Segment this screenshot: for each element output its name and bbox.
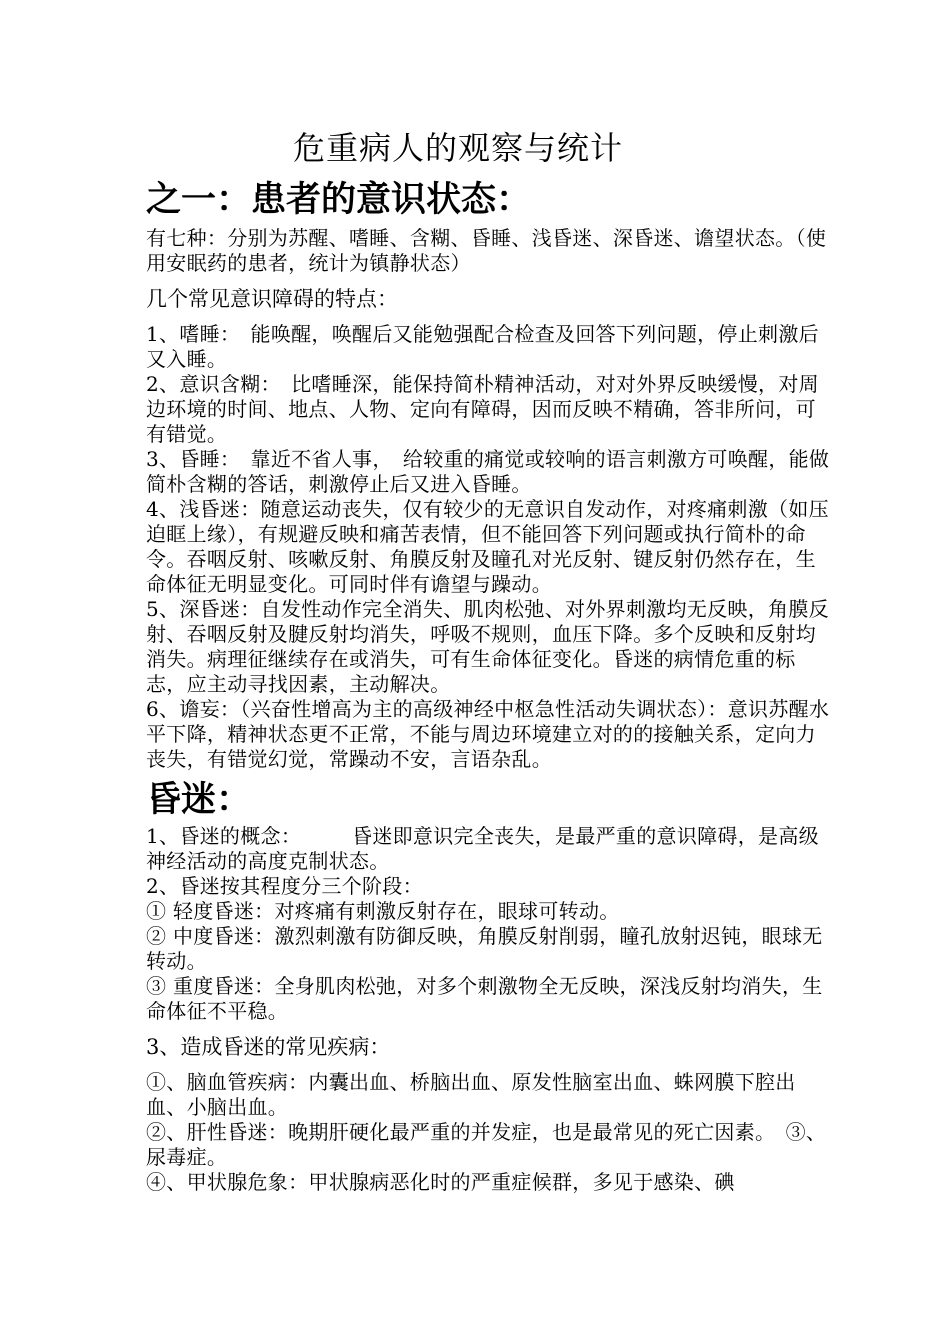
list-item: 5、深昏迷：自发性动作完全消失、肌肉松弛、对外界刺激均无反映，角膜反射、吞咽反射及腱反射均消失，呼吸不规则，血压下降。多个反映和反射均消失。病理征继续存在或消失，可有生命体征变化。昏迷的病情危重的标志，应主动寻找因素，主动解决。 bbox=[146, 597, 829, 696]
section-heading-consciousness: 之一：患者的意识状态： bbox=[146, 179, 532, 220]
subheading-common-causes: 3、造成昏迷的常见疾病： bbox=[146, 1035, 391, 1059]
list-item: 1、昏迷的概念： 昏迷即意识完全丧失，是最严重的意识障碍，是高级神经活动的高度克制状态。 bbox=[146, 824, 819, 873]
list-item: 4、浅昏迷：随意运动丧失，仅有较少的无意识自发动作，对疼痛刺激（如压迫眶上缘），有规避反映和痛苦表情，但不能回答下列问题或执行简朴的命令。吞咽反射、咳嗽反射、角膜反射及瞳孔对光反射、键反射仍然存在，生命体征无明显变化。可同时伴有谵望与躁动。 bbox=[146, 497, 829, 596]
list-item: 6、谵妄：（兴奋性增高为主的高级神经中枢急性活动失调状态）：意识苏醒水平下降，精神状态更不正常，不能与周边环境建立对的的接触关系，定向力丧失，有错觉幻觉，常躁动不安，言语杂乱。 bbox=[146, 697, 830, 771]
list-item: ②、肝性昏迷：晚期肝硬化最严重的并发症，也是最常见的死亡因素。 ③、尿毒症。 bbox=[146, 1120, 827, 1169]
list-item: ① 轻度昏迷：对疼痛有刺激反射存在，眼球可转动。 bbox=[146, 899, 620, 923]
list-item: ④、甲状腺危象：甲状腺病恶化时的严重症候群，多见于感染、碘 bbox=[146, 1170, 735, 1194]
list-item: ③ 重度昏迷：全身肌肉松弛，对多个刺激物全无反映，深浅反射均消失，生命体征不平稳。 bbox=[146, 974, 823, 1023]
document-body bbox=[146, 176, 836, 1195]
list-item: ② 中度昏迷：激烈刺激有防御反映，角膜反射削弱，瞳孔放射迟钝，眼球无转动。 bbox=[146, 924, 823, 973]
section-heading-coma: 昏迷： bbox=[146, 779, 252, 820]
subheading-disorder-features: 几个常见意识障碍的特点： bbox=[146, 287, 398, 311]
section-intro: 有七种：分别为苏醒、嗜睡、含糊、昏睡、浅昏迷、深昏迷、谵望状态。（使用安眠药的患者，统计为镇静状态） bbox=[146, 226, 827, 275]
list-item: 3、昏睡： 靠近不省人事， 给较重的痛觉或较响的语言刺激方可唤醒，能做简朴含糊的答话，刺激停止后又进入昏睡。 bbox=[146, 447, 830, 496]
list-item: 2、昏迷按其程度分三个阶段： bbox=[146, 874, 423, 898]
document-title: 危重病人的观察与统计 bbox=[292, 129, 623, 167]
list-item: ①、脑血管疾病：内囊出血、桥脑出血、原发性脑室出血、蛛网膜下腔出血、小脑出血。 bbox=[146, 1070, 796, 1119]
list-item: 1、嗜睡： 能唤醒，唤醒后又能勉强配合检查及回答下列问题，停止刺激后又入睡。 bbox=[146, 322, 819, 371]
list-item: 2、意识含糊： 比嗜睡深，能保持简朴精神活动，对对外界反映缓慢，对周边环境的时间、地点、人物、定向有障碍，因而反映不精确，答非所问，可有错觉。 bbox=[146, 372, 819, 446]
